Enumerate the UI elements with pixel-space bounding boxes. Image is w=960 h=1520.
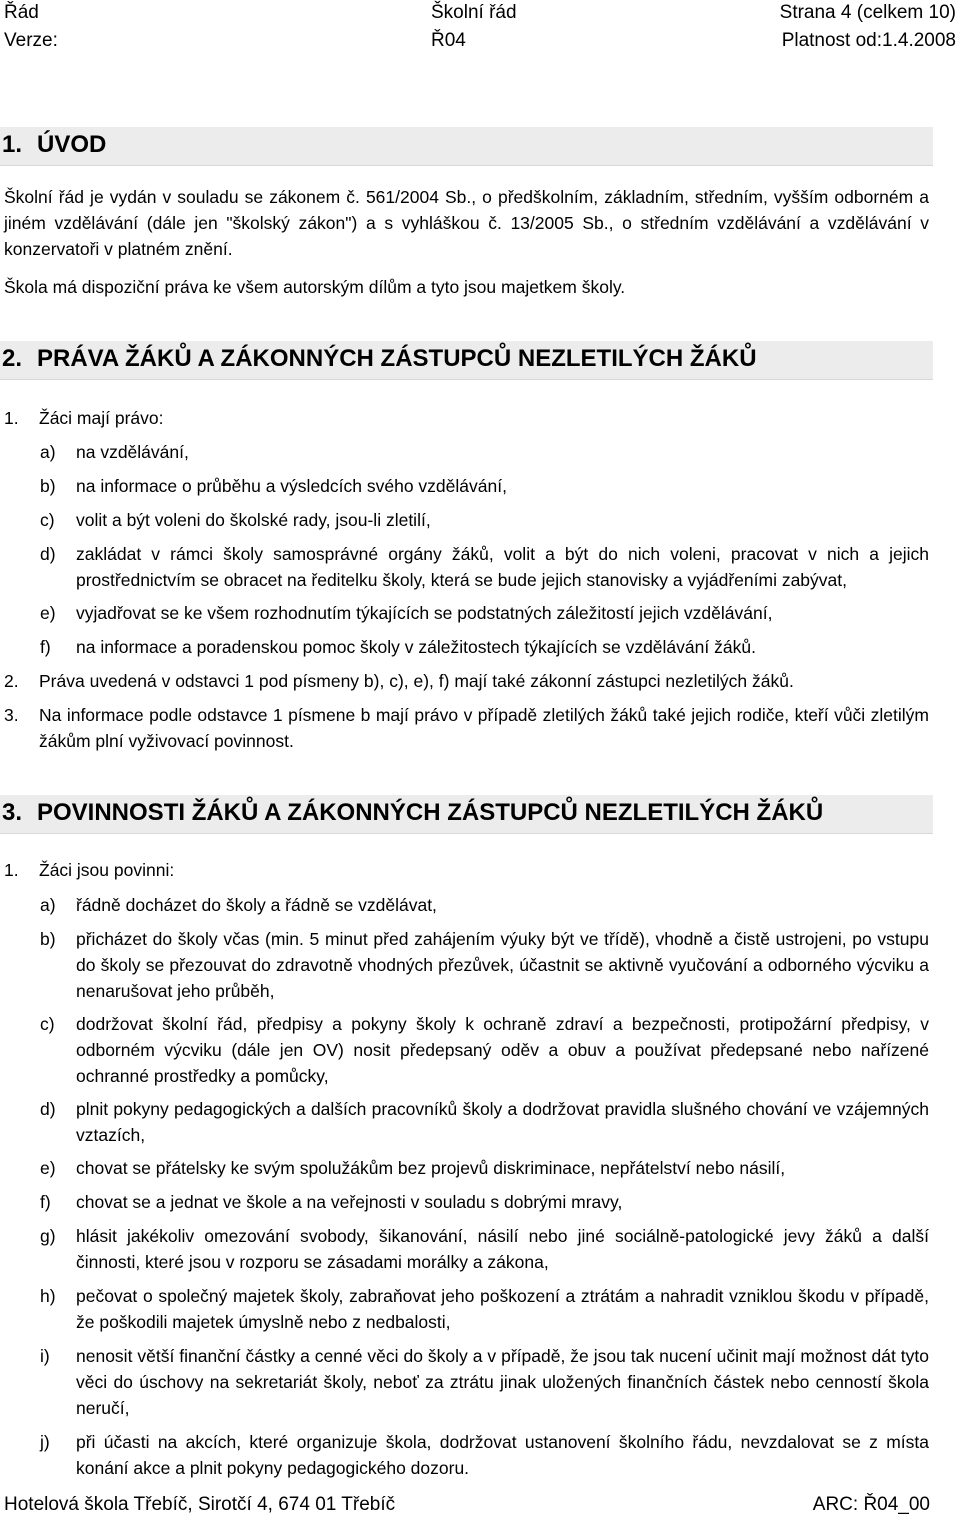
subitem-text: při účasti na akcích, které organizuje škola, dodržovat ustanovení školního řádu, nevzdalovat se z místa konání akce a plnit pokyny pedagogického dozoru. [76,1432,929,1478]
subitem-letter: f) [40,637,51,657]
subitem-letter: a) [40,442,56,462]
section-number: 2. [2,345,23,372]
rights-item-2 [4,668,929,694]
section-number: 3. [2,799,23,826]
duties-item-1 [4,857,929,883]
subitem-text: přicházet do školy včas (min. 5 minut před zahájením výuky být ve třídě), vhodně a čistě ustrojeni, po vstupu do školy se přezouvat do zdravotně vhodných přezůvek, účastnit se aktivně vyučování a odborného výcviku a nenarušovat jeho průběh, [76,929,929,1001]
section-heading-duties [0,795,933,834]
subitem-text: dodržovat školní řád, předpisy a pokyny školy k ochraně zdraví a bezpečnosti, protipožární předpisy, v odborném výcviku (dále jen OV) nosit předepsaný oděv a obuv a používat předepsané nebo nařízené ochranné prostředky a pomůcky, [76,1014,929,1086]
duties-subitem-c [40,1011,929,1089]
subitem-letter: h) [40,1286,56,1306]
subitem-letter: f) [40,1192,51,1212]
header-version-label: Verze: [4,30,58,51]
subitem-text: nenosit větší finanční částky a cenné věci do školy a v případě, že jsou tak nucení učinit mají možnost dát tyto věci do úschovy na sekretariát školy, neboť za ztrátu jinak uložených finančních částek nebo cenností škola neručí, [76,1346,929,1418]
subitem-letter: b) [40,476,56,496]
footer-school-address: Hotelová škola Třebíč, Sirotčí 4, 674 01 Třebíč [4,1494,396,1515]
item-number: 3. [4,705,19,725]
rights-subitem-e [40,600,929,626]
rights-subitem-a [40,439,929,465]
subitem-text: pečovat o společný majetek školy, zabraňovat jeho poškození a ztrátám a nahradit vzniklou škodu v případě, že poškodili majetek úmyslně nebo z nedbalosti, [76,1286,929,1332]
item-number: 1. [4,408,19,428]
section-heading-intro [0,127,933,166]
subitem-letter: d) [40,1099,56,1119]
subitem-text: na vzdělávání, [76,442,189,462]
subitem-letter: b) [40,929,56,949]
section-title: POVINNOSTI ŽÁKŮ A ZÁKONNÝCH ZÁSTUPCŮ NEZLETILÝCH ŽÁKŮ [37,799,824,826]
intro-paragraph-1: Školní řád je vydán v souladu se zákonem č. 561/2004 Sb., o předškolním, základním, středním, vyšším odborném a jiném vzdělávání (dále jen "školský zákon") a s vyhláškou č. 13/2005 Sb., o středním vzdělávání a vzdělávání v konzervatoři v platném znění. [4,187,929,259]
duties-subitem-f [40,1189,929,1215]
item-text: Práva uvedená v odstavci 1 pod písmeny b), c), e), f) mají také zákonní zástupci nezletilých žáků. [39,671,794,691]
subitem-letter: d) [40,544,56,564]
subitem-letter: e) [40,603,56,623]
item-text: Na informace podle odstavce 1 písmene b mají právo v případě zletilých žáků také jejich rodiče, kteří vůči zletilým žákům plní vyživovací povinnost. [39,705,929,751]
section-title: ÚVOD [37,131,107,158]
rights-item-3 [4,702,929,754]
intro-paragraph-2: Škola má dispoziční práva ke všem autorským dílům a tyto jsou majetkem školy. [4,277,626,297]
rights-item-1 [4,405,929,431]
duties-subitem-j [40,1429,929,1481]
duties-subitem-i [40,1343,929,1421]
header-document-title: Školní řád [431,2,517,23]
subitem-letter: g) [40,1226,56,1246]
header-page-count: Strana 4 (celkem 10) [779,2,956,23]
page-header-row-2 [4,30,956,52]
subitem-text: řádně docházet do školy a řádně se vzdělávat, [76,895,437,915]
subitem-letter: j) [40,1432,50,1452]
subitem-letter: c) [40,1014,55,1034]
header-valid-from: Platnost od:1.4.2008 [781,30,956,51]
duties-subitem-g [40,1223,929,1275]
item-text: Žáci jsou povinni: [39,860,175,880]
duties-subitem-a [40,892,929,918]
subitem-text: na informace a poradenskou pomoc školy v záležitostech týkajících se vzdělávání žáků. [76,637,756,657]
section-heading-rights [0,341,933,380]
subitem-text: plnit pokyny pedagogických a dalších pracovníků školy a dodržovat pravidla slušného chování ve vzájemných vztazích, [76,1099,929,1145]
footer-archive-code: ARC: Ř04_00 [812,1494,930,1515]
subitem-text: hlásit jakékoliv omezování svobody, šikanování, násilí nebo jiné sociálně-patologické jevy žáků a další činnosti, které jsou v rozporu se zásadami morálky a zákona, [76,1226,929,1272]
subitem-letter: c) [40,510,55,530]
rights-subitem-b [40,473,929,499]
header-version-code: Ř04 [431,30,466,51]
item-number: 2. [4,671,19,691]
section-title: PRÁVA ŽÁKŮ A ZÁKONNÝCH ZÁSTUPCŮ NEZLETILÝCH ŽÁKŮ [37,345,757,372]
subitem-text: vyjadřovat se ke všem rozhodnutím týkajících se podstatných záležitostí jejich vzdělávání, [76,603,773,623]
section-number: 1. [2,131,23,158]
subitem-letter: a) [40,895,56,915]
rights-subitem-d [40,541,929,593]
subitem-text: chovat se a jednat ve škole a na veřejnosti v souladu s dobrými mravy, [76,1192,623,1212]
rights-subitem-c [40,507,929,533]
subitem-text: zakládat v rámci školy samosprávné orgány žáků, volit a být do nich voleni, pracovat v nich a jejich prostřednictvím se obracet na ředitelku školy, která se bude jejich stanovisky a vyjádřeními zabývat, [76,544,929,590]
rights-subitem-f [40,634,929,660]
subitem-text: chovat se přátelsky ke svým spolužákům bez projevů diskriminace, nepřátelství nebo násilí, [76,1158,786,1178]
duties-subitem-h [40,1283,929,1335]
item-number: 1. [4,860,19,880]
subitem-letter: e) [40,1158,56,1178]
subitem-letter: i) [40,1346,50,1366]
subitem-text: volit a být voleni do školské rady, jsou-li zletilí, [76,510,431,530]
page-header-row-1 [4,2,956,24]
page-footer [4,1494,930,1516]
item-text: Žáci mají právo: [39,408,164,428]
duties-subitem-d [40,1096,929,1148]
duties-subitem-e [40,1155,929,1181]
subitem-text: na informace o průběhu a výsledcích svého vzdělávání, [76,476,507,496]
duties-subitem-b [40,926,929,1004]
header-document-type: Řád [4,2,39,23]
